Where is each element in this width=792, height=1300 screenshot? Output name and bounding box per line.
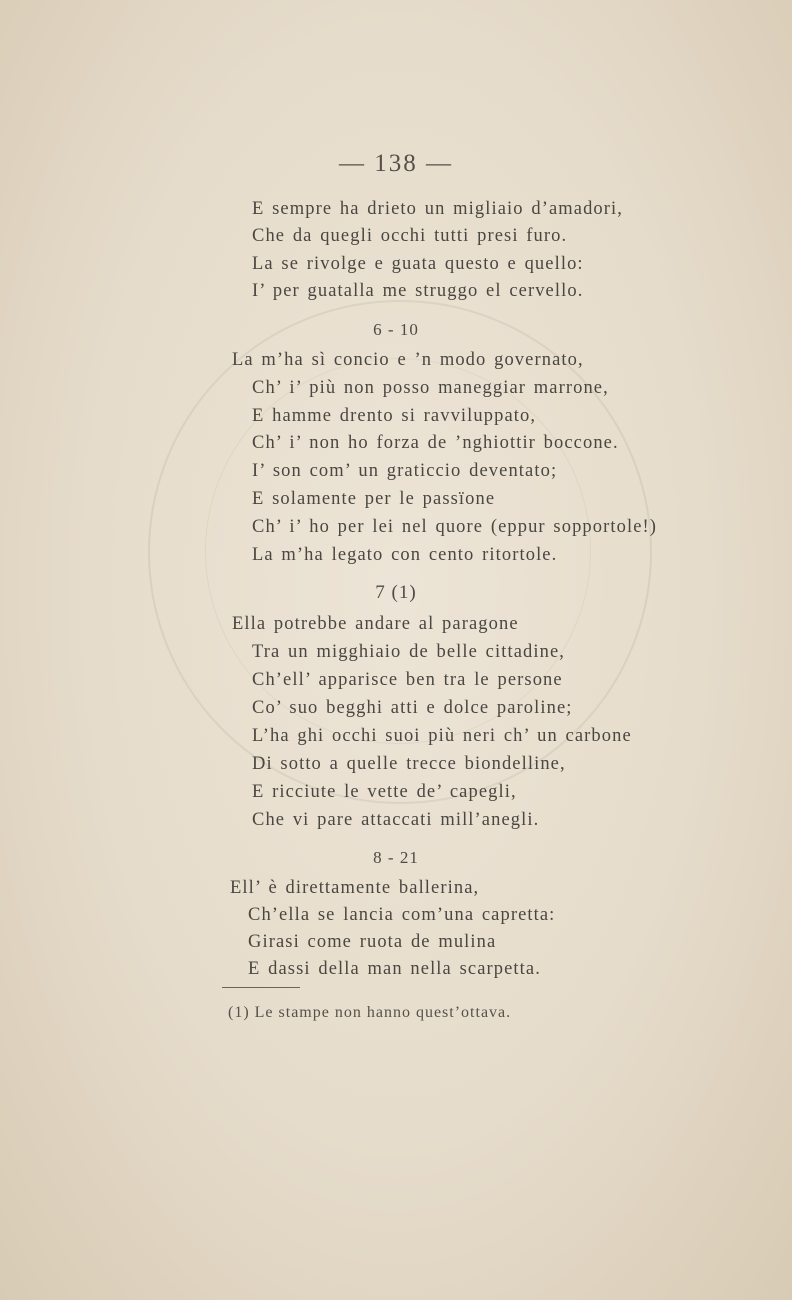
stanza-heading: 6 - 10 xyxy=(373,320,419,339)
verse-line: Ch’ i’ ho per lei nel quore (eppur sopportole!) xyxy=(252,517,658,537)
verse-line: Ch’ i’ non ho forza de ’nghiottir boccone. xyxy=(252,433,619,453)
footnote-rule xyxy=(222,987,300,988)
verse-line: La m’ha legato con cento ritortole. xyxy=(252,545,558,565)
verse-line: L’ha ghi occhi suoi più neri ch’ un carbone xyxy=(252,726,632,746)
verse-line: Di sotto a quelle trecce biondelline, xyxy=(252,754,566,774)
verse-line: Girasi come ruota de mulina xyxy=(248,932,497,952)
verse-line: Tra un migghiaio de belle cittadine, xyxy=(252,642,565,662)
verse-line: Ell’ è direttamente ballerina, xyxy=(230,878,480,898)
verse-line: Che da quegli occhi tutti presi furo. xyxy=(252,226,568,246)
verse-line: Ella potrebbe andare al paragone xyxy=(232,614,519,634)
footnote: (1) Le stampe non hanno quest’ottava. xyxy=(228,1004,512,1021)
verse-line: E sempre ha drieto un migliaio d’amadori, xyxy=(252,199,623,219)
verse-line: La se rivolge e guata questo e quello: xyxy=(252,254,584,274)
verse-line: E dassi della man nella scarpetta. xyxy=(248,959,541,979)
verse-line: Ch’ella se lancia com’una capretta: xyxy=(248,905,556,925)
verse-line: Ch’ i’ più non posso maneggiar marrone, xyxy=(252,378,609,398)
verse-line: E ricciute le vette de’ capegli, xyxy=(252,782,517,802)
stanza-heading: 8 - 21 xyxy=(373,848,419,867)
verse-line: I’ per guatalla me struggo el cervello. xyxy=(252,281,584,301)
verse-line: Che vi pare attaccati mill’anegli. xyxy=(252,810,540,830)
verse-line: Co’ suo begghi atti e dolce paroline; xyxy=(252,698,573,718)
verse-line: E solamente per le passïone xyxy=(252,489,496,509)
verse-line: Ch’ell’ apparisce ben tra le persone xyxy=(252,670,563,690)
verse-line: La m’ha sì concio e ’n modo governato, xyxy=(232,350,584,370)
verse-line: I’ son com’ un graticcio deventato; xyxy=(252,461,558,481)
stanza-heading: 7 (1) xyxy=(375,582,417,603)
page-number: — 138 — xyxy=(339,150,453,177)
verse-line: E hamme drento si ravviluppato, xyxy=(252,406,537,426)
